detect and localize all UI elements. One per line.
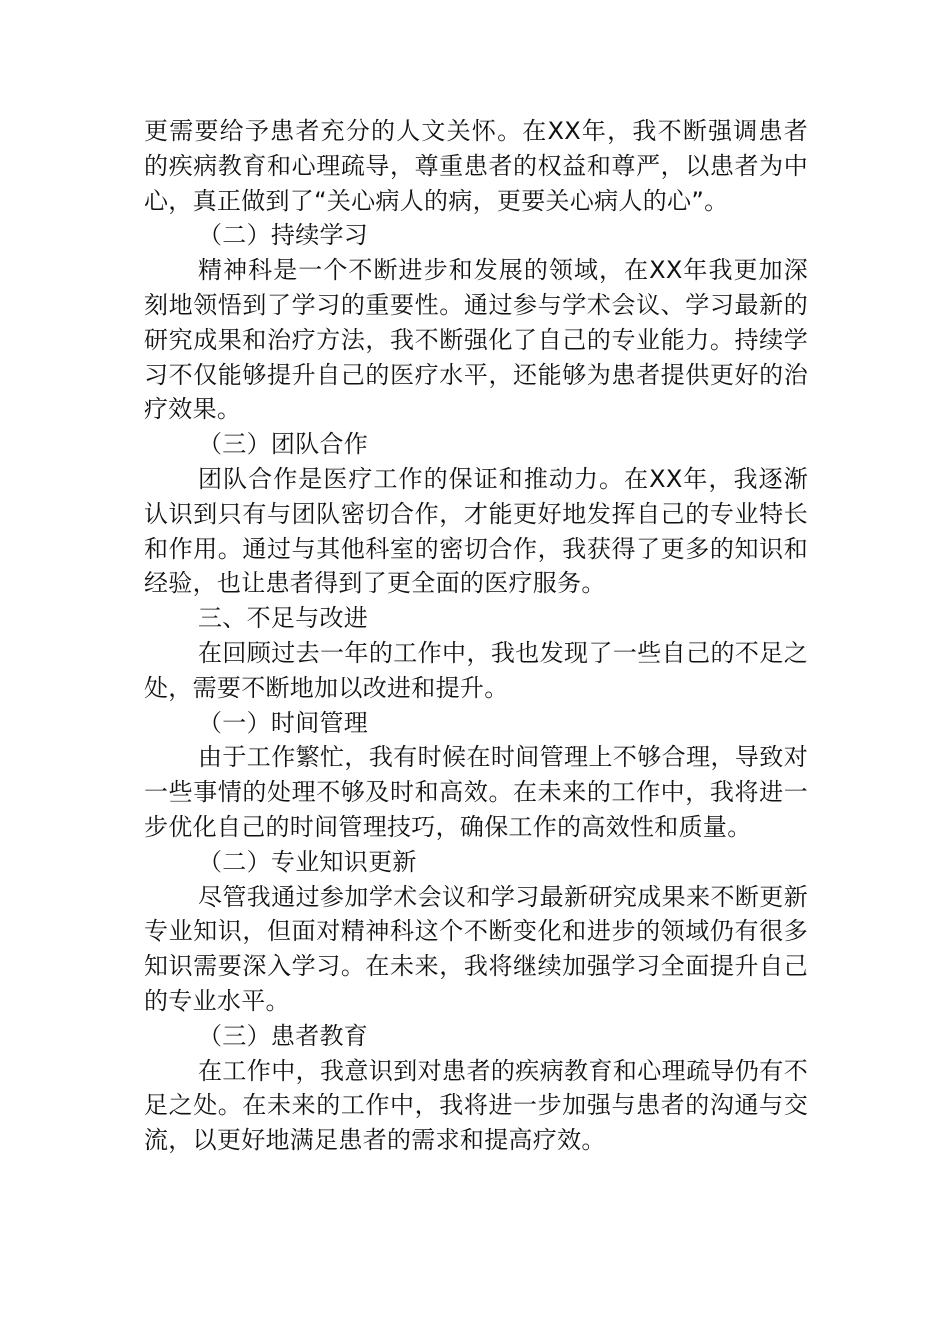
subheading-teamwork: （三）团队合作 [198, 430, 369, 459]
paragraph-time-management: 由于工作繁忙，我有时候在时间管理上不够合理，导致对一些事情的处理不够及时和高效。在未来的工作中，我将进一步优化自己的时间管理技巧，确保工作的高效性和质量。 [144, 743, 808, 841]
subheading-time-management: （一）时间管理 [198, 708, 369, 737]
paragraph-shortcomings-intro: 在回顾过去一年的工作中，我也发现了一些自己的不足之处，需要不断地加以改进和提升。 [144, 638, 808, 702]
paragraph-continuation: 更需要给予患者充分的人文关怀。在XX年，我不断强调患者的疾病教育和心理疏导，尊重患者的权益和尊严，以患者为中心，真正做到了“关心病人的病，更要关心病人的心”。 [144, 117, 808, 215]
paragraph-knowledge-update: 尽管我通过参加学术会议和学习最新研究成果来不断更新专业知识，但面对精神科这个不断变化和进步的领域仍有很多知识需要深入学习。在未来，我将继续加强学习全面提升自己的专业水平。 [144, 882, 808, 1015]
paragraph-teamwork: 团队合作是医疗工作的保证和推动力。在XX年，我逐渐认识到只有与团队密切合作，才能更好地发挥自己的专业特长和作用。通过与其他科室的密切合作，我获得了更多的知识和经验，也让患者得到了更全面的医疗服务。 [144, 464, 808, 598]
subheading-continuous-learning: （二）持续学习 [198, 221, 369, 250]
paragraph-patient-education: 在工作中，我意识到对患者的疾病教育和心理疏导仍有不足之处。在未来的工作中，我将进一步加强与患者的沟通与交流，以更好地满足患者的需求和提高疗效。 [144, 1056, 808, 1155]
section-heading-shortcomings: 三、不足与改进 [198, 604, 369, 633]
subheading-patient-education: （三）患者教育 [198, 1021, 369, 1050]
paragraph-continuous-learning: 精神科是一个不断进步和发展的领域，在XX年我更加深刻地领悟到了学习的重要性。通过参与学术会议、学习最新的研究成果和治疗方法，我不断强化了自己的专业能力。持续学习不仅能够提升自己的医疗水平，还能够为患者提供更好的治疗效果。 [144, 256, 808, 424]
document-body [144, 114, 808, 1158]
subheading-knowledge-update: （二）专业知识更新 [198, 847, 417, 876]
